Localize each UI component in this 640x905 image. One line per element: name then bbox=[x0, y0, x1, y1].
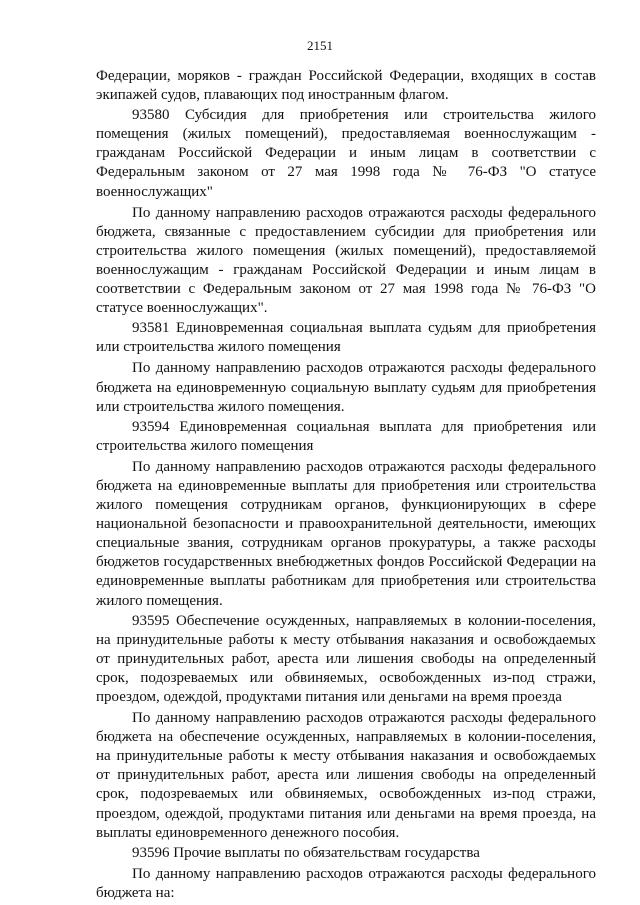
page-number: 2151 bbox=[307, 38, 333, 53]
paragraph-93596-description: По данному направлению расходов отражаются расходы федерального бюджета на: bbox=[96, 865, 596, 901]
paragraph-continuation: Федерации, моряков - граждан Российской Федерации, входящих в состав экипажей судов, плавающих под иностранным флагом. bbox=[96, 68, 596, 104]
section-heading-93580: 93580 Субсидия для приобретения или строительства жилого помещения (жилых помещений), предоставляемая военнослужащим - гражданам Российской Федерации и иным лицам в соответствии с Федеральным законом от 27 мая 1998 года № 76-ФЗ "О статусе военнослужащих" bbox=[96, 107, 596, 200]
paragraph-93581-description: По данному направлению расходов отражаются расходы федерального бюджета на единовременную социальную выплату судьям для приобретения или строительства жилого помещения. bbox=[96, 360, 596, 415]
section-heading-93581: 93581 Единовременная социальная выплата судьям для приобретения или строительства жилого помещения bbox=[96, 320, 596, 356]
paragraph-93580-description: По данному направлению расходов отражаются расходы федерального бюджета, связанные с предоставлением субсидии для приобретения или строительства жилого помещения (жилых помещений), предоставляемой военнослужащим - гражданам Российской Федерации и иным лицам в соответствии с Федеральным законом от 27 мая 1998 года № 76-ФЗ "О статусе военнослужащих". bbox=[96, 204, 596, 317]
paragraph-93594-description: По данному направлению расходов отражаются расходы федерального бюджета на единовременные выплаты для приобретения или строительства жилого помещения сотрудникам органов, функционирующих в сфере национальной безопасности и правоохранительной деятельности, имеющих специальные звания, сотрудникам органов прокуратуры, а также расходы бюджетов государственных внебюджетных фондов Российской Федерации на единовременные выплаты работникам для приобретения или строительства жилого помещения. bbox=[96, 458, 596, 609]
paragraph-93595-description: По данному направлению расходов отражаются расходы федерального бюджета на обеспечение осужденных, направляемых в колонии-поселения, на принудительные работы к месту отбывания наказания и освобождаемых от принудительных работ, ареста или лишения свободы на определенный срок, подозреваемых или обвиняемых, освобожденных из-под стражи, проездом, одеждой, продуктами питания или деньгами на время проезда, на выплаты единовременного денежного пособия. bbox=[96, 710, 596, 841]
section-heading-93595: 93595 Обеспечение осужденных, направляемых в колонии-поселения, на принудительные работы к месту отбывания наказания и освобождаемых от принудительных работ, ареста или лишения свободы на определенный срок, подозреваемых или обвиняемых, освобожденных из-под стражи, проездом, одеждой, продуктами питания или деньгами на время проезда bbox=[96, 612, 596, 705]
section-heading-93594: 93594 Единовременная социальная выплата для приобретения или строительства жилого помещения bbox=[96, 418, 596, 454]
section-heading-93596: 93596 Прочие выплаты по обязательствам государства bbox=[132, 844, 480, 861]
document-body bbox=[96, 67, 596, 903]
